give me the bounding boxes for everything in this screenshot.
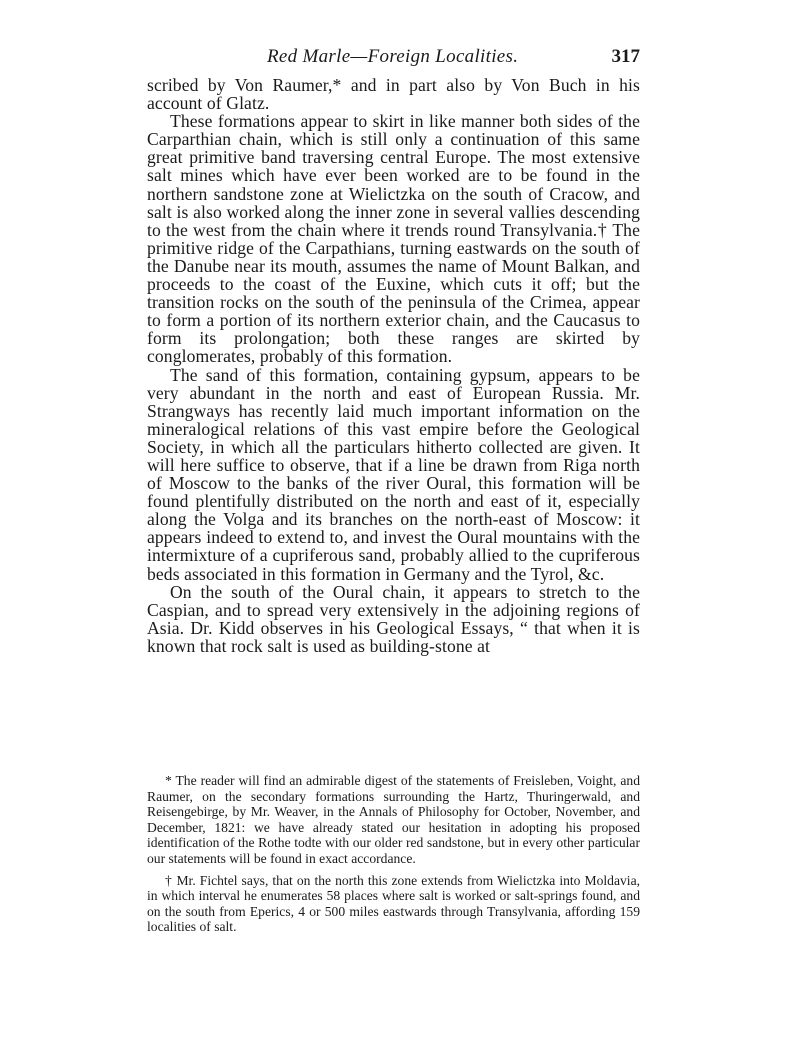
footnotes — [147, 773, 640, 941]
footnote-asterisk: * The reader will find an admirable digest of the statements of Freisleben, Voight, and Raumer, on the secondary formations surrounding the Hartz, Thuringerwald, and Reisengebirge, by Mr. Weaver, in the Annals of Philosophy for October, November, and December, 1821: we have already stated our hesitation in adopting his proposed identification of the Rothe todte with our older red sandstone, but in every other particular our statements will be found in exact accordance. — [147, 773, 640, 866]
paragraph-carpathian: These formations appear to skirt in like manner both sides of the Carparthian chain, which is still only a continuation of this same great primitive band traversing central Europe. The most extensive salt mines which have ever been worked are to be found in the northern sandstone zone at Wielictzka on the south of Cracow, and salt is also worked along the inner zone in several vallies descending to the west from the chain where it trends round Transylvania.† The primitive ridge of the Carpathians, turning eastwards on the south of the Danube near its mouth, assumes the name of Mount Balkan, and proceeds to the coast of the Euxine, which cuts it off; but the transition rocks on the south of the peninsula of the Crimea, appear to form a portion of its northern exterior chain, and the Caucasus to form its prolongation; both these ranges are skirted by conglomerates, probably of this formation. — [147, 111, 640, 367]
running-head: Red Marle—Foreign Localities. — [267, 46, 519, 67]
paragraph-russia: The sand of this formation, containing gypsum, appears to be very abundant in the north and east of European Russia. Mr. Strangways has recently laid much important information on the mineralogical relations of this vast empire before the Geological Society, in which all the particulars hitherto collected are given. It will here suffice to observe, that if a line be drawn from Riga north of Moscow to the banks of the river Oural, this formation will be found plentifully distributed on the north and east of it, especially along the Volga and its branches on the north-east of Moscow: it appears indeed to extend to, and invest the Oural mountains with the intermixture of a cupriferous sand, probably allied to the cupriferous beds associated in this formation in Germany and the Tyrol, &c. — [147, 364, 640, 584]
footnote-dagger: † Mr. Fichtel says, that on the north this zone extends from Wielictzka into Moldavia, in which interval he enumerates 58 places where salt is worked or salt-springs found, and on the south from Eperics, 4 or 500 miles eastwards through Transylvania, affording 159 localities of salt. — [147, 872, 640, 935]
page-header — [147, 46, 640, 76]
paragraph-continuation: scribed by Von Raumer,* and in part also by Von Buch in his account of Glatz. — [147, 75, 640, 114]
body-text — [147, 76, 640, 655]
paragraph-oural: On the south of the Oural chain, it appears to stretch to the Caspian, and to spread very extensively in the adjoining regions of Asia. Dr. Kidd observes in his Geological Essays, “ that when it is known that rock salt is used as building-stone at — [147, 581, 640, 656]
page-number: 317 — [611, 46, 640, 67]
book-page — [147, 46, 640, 935]
